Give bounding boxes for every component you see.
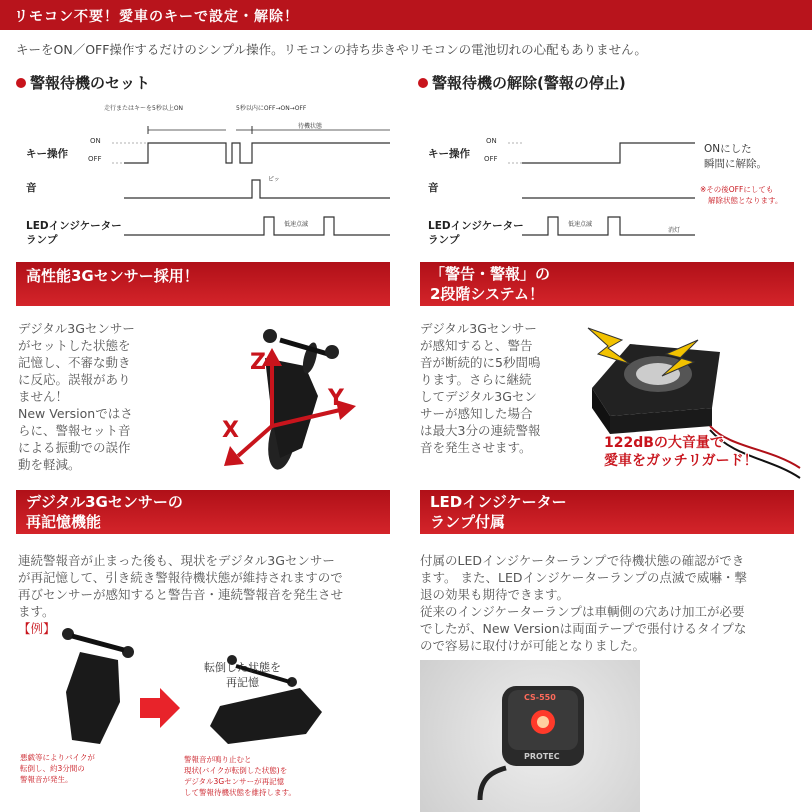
set-on-label: ON — [90, 137, 101, 145]
caption-right — [184, 754, 296, 798]
caption-right-line: デジタル3Gセンサーが再記憶 — [184, 777, 285, 786]
panel-3g-line: がセットした状態を — [18, 338, 131, 353]
axis-z-label: Z — [250, 350, 266, 375]
panel-3g-line: デジタル3Gセンサー — [18, 321, 135, 336]
panel-memory-title-2: 再記憶機能 — [26, 513, 102, 531]
panel-memory-line: が再記憶して、引き続き警報待機状態が維持されますので — [18, 570, 343, 585]
panel-3g-line: に反応。誤報があり — [18, 372, 131, 387]
panel-alarm-title-1: 「警告・警報」の — [430, 265, 551, 283]
panel-alarm-title-bar — [420, 262, 794, 306]
release-row-sound: 音 — [428, 182, 439, 194]
caption-left-line: 悪戯等によりバイクが — [20, 753, 95, 762]
panel-memory-title-1: デジタル3Gセンサーの — [26, 493, 183, 511]
intro-text: キーをON／OFF操作するだけのシンプル操作。リモコンの持ち歩きやリモコンの電池切れの心配もありません。 — [16, 42, 647, 57]
set-heading-text: 警報待機のセット — [30, 74, 151, 92]
release-row-key: キー操作 — [428, 148, 470, 160]
caption-right-line: 現状(バイクが転倒した状態)を — [184, 766, 288, 775]
release-note — [704, 142, 767, 172]
panel-3g-line: らに、警報セット音 — [18, 423, 131, 438]
release-red-note-1: ※その後OFFにしても — [700, 185, 774, 194]
panel-led-title-2: ランプ付属 — [430, 513, 506, 531]
fallen-caption-1: 転倒した状態を — [204, 661, 281, 674]
set-note-1: 走行またはキーを5秒以上ON — [104, 105, 184, 112]
release-on-label: ON — [486, 137, 497, 145]
panel-alarm-line: 音が断続的に5秒間鳴 — [420, 355, 541, 370]
fallen-caption — [204, 660, 281, 690]
set-timing-diagram — [0, 100, 400, 250]
panel-memory-line: 連続警報音が止まった後も、現状をデジタル3Gセンサー — [18, 553, 335, 568]
panel-alarm-line: が感知すると、警告 — [420, 338, 533, 353]
panel-3g-line: 動を軽減。 — [18, 457, 81, 472]
alarm-callout-2: 愛車をガッチリガード！ — [604, 453, 758, 469]
alarm-callout-1: 122dBの大音量で — [604, 435, 724, 451]
panel-led-line: 退の効果も期待できます。 — [420, 587, 570, 602]
panel-3g-title: 高性能3Gセンサー採用！ — [26, 267, 199, 285]
led-brand-label: PROTEC — [524, 752, 560, 761]
set-heading — [16, 72, 150, 93]
set-row-led-1: LEDインジケーター — [26, 220, 122, 232]
caption-right-line: して警報待機状態を維持します。 — [184, 788, 296, 797]
panel-alarm-line: サーが感知した場合 — [420, 406, 533, 421]
release-light-off: 消灯 — [668, 227, 681, 234]
caption-left-line: 警報音が発生。 — [20, 775, 73, 784]
bullet-dot-icon — [418, 78, 428, 88]
led-device-label: CS-550 — [524, 693, 556, 702]
set-row-key: キー操作 — [26, 148, 68, 160]
top-banner — [0, 0, 812, 30]
panel-led-line: ので容易に取付けが可能となりました。 — [420, 638, 646, 653]
panel-alarm-line: してデジタル3Gセン — [420, 389, 537, 404]
set-row-led-2: ランプ — [26, 234, 58, 246]
panel-3g-title-bar — [16, 262, 390, 306]
caption-left-line: 転倒し、約3分間の — [20, 764, 85, 773]
panel-3g-line: 記憶し、不審な動き — [18, 355, 131, 370]
release-note-2: 瞬間に解除。 — [704, 158, 767, 170]
panel-led-line: 付属のLEDインジケーターランプで待機状態の確認ができ — [420, 553, 745, 568]
release-slow-blink: 低速点滅 — [568, 221, 593, 228]
caption-right-line: 警報音が鳴り止むと — [184, 755, 252, 764]
set-row-sound: 音 — [26, 182, 37, 194]
panel-led-line: 従来のインジケーターランプは車輌側の穴あけ加工が必要 — [420, 604, 745, 619]
panel-memory-line: 再びセンサーが感知すると警告音・連続警報音を発生させ — [18, 587, 344, 602]
caption-left — [20, 752, 95, 785]
panel-alarm-title-2: 2段階システム！ — [430, 285, 544, 303]
set-note-3: 待機状態 — [298, 123, 323, 130]
panel-led-title-1: LEDインジケーター — [430, 493, 567, 511]
axis-x-label: X — [222, 418, 239, 443]
top-banner-title: リモコン不要！愛車のキーで設定・解除！ — [14, 9, 299, 25]
motorcycle-axes-illustration — [210, 318, 390, 478]
panel-led-line: ます。 また、LEDインジケーターランプの点滅で威嚇・撃 — [420, 570, 747, 585]
panel-memory-line: ます。 — [18, 604, 55, 619]
set-beep: ピッ — [268, 176, 280, 183]
led-photo — [420, 660, 640, 812]
fallen-caption-2: 再記憶 — [226, 676, 259, 689]
panel-memory-title-bar — [16, 490, 390, 534]
panel-led-body — [420, 552, 747, 654]
panel-led-line: でしたが、New Versionは両面テープで張付けるタイプな — [420, 621, 747, 636]
panel-memory-example: 【例】 — [18, 621, 56, 636]
led-device-icon — [420, 660, 640, 812]
panel-alarm-line: 音を発生させます。 — [420, 440, 532, 455]
bullet-dot-icon — [16, 78, 26, 88]
panel-alarm-line: デジタル3Gセンサー — [420, 321, 537, 336]
release-off-label: OFF — [484, 155, 498, 163]
release-timing-diagram — [400, 100, 700, 250]
panel-alarm-body — [420, 320, 540, 456]
panel-3g-line: ません！ — [18, 389, 69, 404]
panel-led-title-bar — [420, 490, 794, 534]
panel-alarm-line: ります。さらに継続 — [420, 372, 532, 387]
panel-3g-line: による振動での誤作 — [18, 440, 131, 455]
release-red-note-2: 解除状態となります。 — [708, 196, 783, 205]
release-row-led-1: LEDインジケーター — [428, 220, 524, 232]
release-note-1: ONにした — [704, 143, 752, 155]
release-red-note — [700, 184, 782, 206]
set-note-2: 5秒以内にOFF→ON→OFF — [236, 105, 307, 112]
fallen-bike-illustration — [10, 622, 390, 752]
release-heading — [418, 72, 626, 93]
set-slow-blink: 低速点滅 — [284, 221, 309, 228]
set-off-label: OFF — [88, 155, 102, 163]
release-heading-text: 警報待機の解除(警報の停止) — [432, 74, 626, 92]
panel-3g-body — [18, 320, 135, 473]
alarm-callout — [604, 434, 758, 470]
release-row-led-2: ランプ — [428, 234, 460, 246]
panel-alarm-line: は最大3分の連続警報 — [420, 423, 541, 438]
panel-3g-line: New Versionではさ — [18, 406, 133, 421]
axis-y-label: Y — [328, 386, 344, 411]
